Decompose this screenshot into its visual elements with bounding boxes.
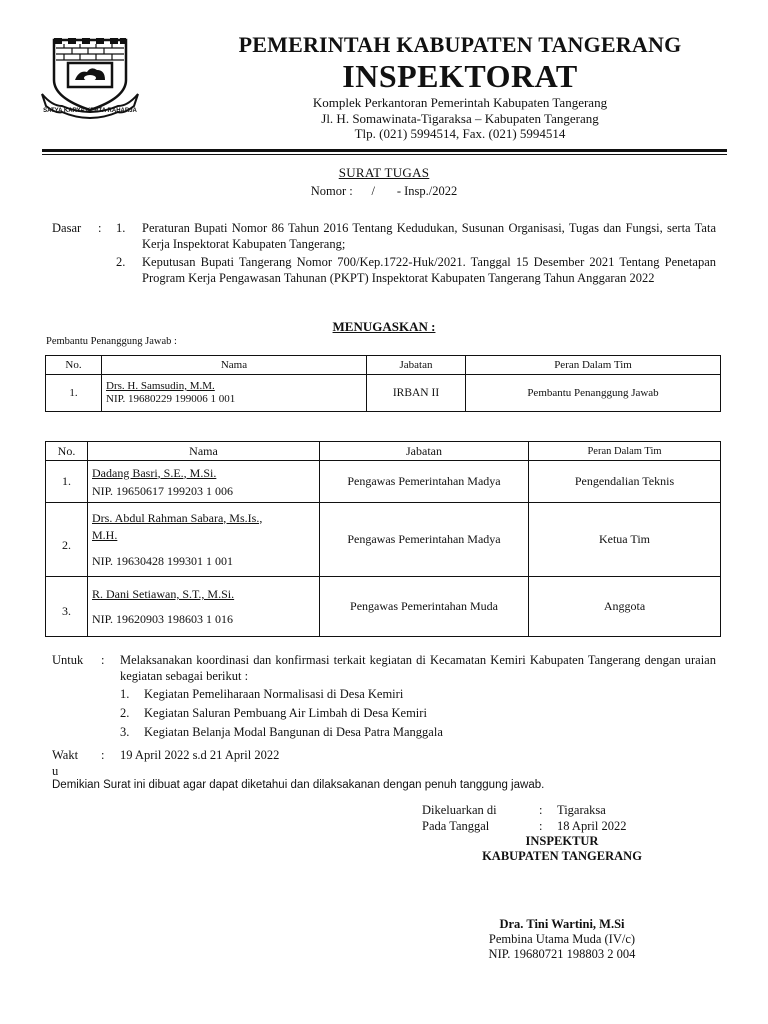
document-number: Nomor : / - Insp./2022 [310, 184, 458, 198]
issued-date-label: Pada Tanggal [422, 819, 490, 833]
office-name: INSPEKTORAT [342, 58, 578, 94]
signatory-nip: NIP. 19680721 198803 2 004 [488, 947, 636, 961]
column-header: Jabatan [367, 356, 466, 375]
table-row [46, 577, 721, 637]
untuk-text: Melaksanakan koordinasi dan konfirmasi terkait kegiatan di Kecamatan Kemiri Kabupaten Tangerang dengan uraian kegiatan sebagai berikut : [120, 653, 716, 683]
untuk-item-number: 3. [120, 725, 130, 739]
issued-place: Tigaraksa [557, 803, 606, 817]
assistant-table [45, 355, 721, 412]
member-role: Anggota [529, 577, 721, 637]
row-number: 3. [46, 577, 88, 637]
member-cell [88, 461, 320, 503]
member-role: Pembantu Penanggung Jawab [466, 375, 721, 412]
member-position: Pengawas Pemerintahan Muda [320, 577, 529, 637]
dasar-item-number: 1. [116, 221, 126, 235]
signatory-name: Dra. Tini Wartini, M.Si [499, 917, 625, 931]
table-header-row [46, 356, 721, 375]
column-header: Nama [88, 442, 320, 461]
signatory-title: INSPEKTUR [525, 834, 599, 848]
member-name-continued: M.H. [92, 527, 118, 542]
document-title: SURAT TUGAS [338, 165, 430, 180]
dasar-label: Dasar [52, 221, 82, 235]
waktu-label: Wakt [52, 748, 79, 762]
signatory-rank: Pembina Utama Muda (IV/c) [488, 932, 636, 946]
member-role: Pengendalian Teknis [529, 461, 721, 503]
table-row [46, 375, 721, 412]
untuk-item-number: 2. [120, 706, 130, 720]
column-header: Peran Dalam Tim [529, 442, 721, 461]
member-name: Drs. H. Samsudin, M.M. [106, 380, 215, 392]
member-nip: NIP. 19620903 198603 1 016 [92, 612, 234, 626]
member-name: Dadang Basri, S.E., M.Si. [92, 465, 217, 480]
waktu-colon: : [101, 748, 105, 762]
member-position: Pengawas Pemerintahan Madya [320, 503, 529, 577]
government-name: PEMERINTAH KABUPATEN TANGERANG [238, 32, 682, 57]
untuk-item-text: Kegiatan Saluran Pembuang Air Limbah di Desa Kemiri [144, 706, 427, 720]
dasar-item-text: Keputusan Bupati Tangerang Nomor 700/Kep.1722-Huk/2021. Tanggal 15 Desember 2021 Tentang Penetapan Program Kerja Pengawasan Tahunan (PKPT) Inspektorat Kabupaten Tangerang Tahun Anggaran 2022 [142, 255, 716, 285]
regency-logo [40, 36, 140, 122]
member-name: R. Dani Setiawan, S.T., M.Si. [92, 587, 235, 601]
member-cell [102, 375, 367, 412]
untuk-item-number: 1. [120, 687, 130, 701]
table-row [46, 461, 721, 503]
member-position: IRBAN II [367, 375, 466, 412]
member-nip: NIP. 19630428 199301 1 001 [92, 553, 234, 568]
issued-date: 18 April 2022 [557, 819, 627, 833]
letterhead-rule-thick [42, 149, 727, 152]
issued-place-colon: : [539, 803, 543, 817]
team-table [45, 441, 721, 637]
dasar-colon: : [98, 221, 102, 235]
address-line-1: Komplek Perkantoran Pemerintah Kabupaten Tangerang [312, 95, 608, 110]
column-header: Peran Dalam Tim [466, 356, 721, 375]
signatory-office: KABUPATEN TANGERANG [482, 849, 642, 863]
untuk-label: Untuk [52, 653, 84, 667]
member-cell [88, 503, 320, 577]
member-cell [88, 577, 320, 637]
untuk-item-text: Kegiatan Pemeliharaan Normalisasi di Desa Kemiri [144, 687, 404, 701]
issued-place-label: Dikeluarkan di [422, 803, 497, 817]
letterhead-rule-thin [42, 154, 727, 155]
dasar-item-number: 2. [116, 255, 126, 269]
table-row [46, 503, 721, 577]
closing-statement: Demikian Surat ini dibuat agar dapat diketahui dan dilaksakanan dengan penuh tanggung jawab. [52, 779, 545, 791]
issued-date-colon: : [539, 819, 543, 833]
member-role: Ketua Tim [529, 503, 721, 577]
waktu-label-continued: u [52, 764, 59, 778]
untuk-item-text: Kegiatan Belanja Modal Bangunan di Desa Patra Manggala [144, 725, 443, 739]
row-number: 1. [46, 375, 102, 412]
column-header: Nama [102, 356, 367, 375]
column-header: Jabatan [320, 442, 529, 461]
row-number: 1. [46, 461, 88, 503]
address-line-2: Jl. H. Somawinata-Tigaraksa – Kabupaten Tangerang [321, 111, 599, 126]
member-nip: NIP. 19650617 199203 1 006 [92, 483, 234, 498]
member-position: Pengawas Pemerintahan Madya [320, 461, 529, 503]
dasar-item-text: Peraturan Bupati Nomor 86 Tahun 2016 Tentang Kedudukan, Susunan Organisasi, Tugas dan Fungsi, serta Tata Kerja Inspektorat Kabupaten Tangerang; [142, 221, 716, 251]
waktu-text: 19 April 2022 s.d 21 April 2022 [120, 748, 280, 762]
logo-motto: SATYA KARYA KERTA RAHARJA [43, 108, 137, 114]
column-header: No. [46, 442, 88, 461]
column-header: No. [46, 356, 102, 375]
assign-heading: MENUGASKAN : [332, 319, 436, 334]
logo-fort-icon [54, 38, 126, 110]
member-name: Drs. Abdul Rahman Sabara, Ms.Is., [92, 510, 263, 525]
untuk-colon: : [101, 653, 105, 667]
table-header-row [46, 442, 721, 461]
assistant-label: Pembantu Penanggung Jawab : [46, 336, 177, 347]
address-line-3: Tlp. (021) 5994514, Fax. (021) 5994514 [354, 126, 566, 141]
member-nip: NIP. 19680229 199006 1 001 [106, 393, 236, 405]
row-number: 2. [46, 503, 88, 577]
